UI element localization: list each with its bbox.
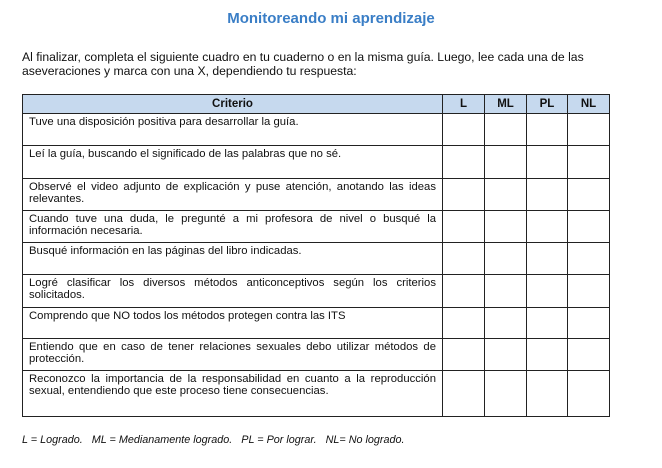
criterion-text: Tuve una disposición positiva para desarrollar la guía. — [23, 114, 443, 146]
table-row — [23, 308, 610, 339]
mark-cell-l[interactable] — [443, 211, 485, 243]
mark-cell-nl[interactable] — [568, 114, 610, 146]
header-criterio: Criterio — [23, 95, 443, 114]
mark-cell-ml[interactable] — [485, 339, 527, 371]
mark-cell-pl[interactable] — [527, 211, 568, 243]
criterion-text: Observé el video adjunto de explicación y puse atención, anotando las ideas relevantes. — [23, 179, 443, 211]
mark-cell-nl[interactable] — [568, 211, 610, 243]
table-row — [23, 211, 610, 243]
mark-cell-ml[interactable] — [485, 114, 527, 146]
mark-cell-nl[interactable] — [568, 275, 610, 308]
mark-cell-pl[interactable] — [527, 114, 568, 146]
criterion-text: Leí la guía, buscando el significado de las palabras que no sé. — [23, 146, 443, 179]
table-row — [23, 339, 610, 371]
table-row — [23, 275, 610, 308]
table-row — [23, 179, 610, 211]
legend-text: L = Logrado. ML = Medianamente logrado. PL = Por lograr. NL= No logrado. — [22, 434, 405, 446]
mark-cell-l[interactable] — [443, 339, 485, 371]
mark-cell-ml[interactable] — [485, 275, 527, 308]
mark-cell-ml[interactable] — [485, 211, 527, 243]
page-title: Monitoreando mi aprendizaje — [227, 10, 435, 27]
mark-cell-pl[interactable] — [527, 308, 568, 339]
header-l: L — [443, 95, 485, 114]
mark-cell-l[interactable] — [443, 179, 485, 211]
mark-cell-nl[interactable] — [568, 243, 610, 275]
criterion-text: Entiendo que en caso de tener relaciones sexuales debo utilizar métodos de protección. — [23, 339, 443, 371]
mark-cell-nl[interactable] — [568, 146, 610, 179]
mark-cell-nl[interactable] — [568, 179, 610, 211]
criterion-text: Reconozco la importancia de la responsabilidad en cuanto a la reproducción sexual, entendiendo que este proceso tiene consecuencias. — [23, 371, 443, 417]
criterion-text: Cuando tuve una duda, le pregunté a mi profesora de nivel o busqué la información necesaria. — [23, 211, 443, 243]
mark-cell-ml[interactable] — [485, 308, 527, 339]
table-row — [23, 114, 610, 146]
header-nl: NL — [568, 95, 610, 114]
self-assessment-table — [22, 94, 610, 417]
mark-cell-l[interactable] — [443, 371, 485, 417]
criterion-text: Busqué información en las páginas del libro indicadas. — [23, 243, 443, 275]
mark-cell-pl[interactable] — [527, 275, 568, 308]
mark-cell-l[interactable] — [443, 146, 485, 179]
table-row — [23, 146, 610, 179]
mark-cell-l[interactable] — [443, 243, 485, 275]
mark-cell-pl[interactable] — [527, 243, 568, 275]
mark-cell-ml[interactable] — [485, 179, 527, 211]
mark-cell-pl[interactable] — [527, 146, 568, 179]
table-row — [23, 243, 610, 275]
criterion-text: Comprendo que NO todos los métodos protegen contra las ITS — [23, 308, 443, 339]
mark-cell-nl[interactable] — [568, 308, 610, 339]
header-ml: ML — [485, 95, 527, 114]
instructions-text: Al finalizar, completa el siguiente cuadro en tu cuaderno o en la misma guía. Luego, lee cada una de las aseveraciones y marca con una X, dependiendo tu respuesta: — [22, 50, 584, 78]
mark-cell-l[interactable] — [443, 114, 485, 146]
mark-cell-nl[interactable] — [568, 339, 610, 371]
mark-cell-l[interactable] — [443, 275, 485, 308]
mark-cell-l[interactable] — [443, 308, 485, 339]
mark-cell-ml[interactable] — [485, 146, 527, 179]
mark-cell-pl[interactable] — [527, 179, 568, 211]
mark-cell-ml[interactable] — [485, 243, 527, 275]
table-header-row — [23, 95, 610, 114]
mark-cell-pl[interactable] — [527, 371, 568, 417]
criterion-text: Logré clasificar los diversos métodos anticonceptivos según los criterios solicitados. — [23, 275, 443, 308]
mark-cell-ml[interactable] — [485, 371, 527, 417]
mark-cell-pl[interactable] — [527, 339, 568, 371]
table-row — [23, 371, 610, 417]
mark-cell-nl[interactable] — [568, 371, 610, 417]
header-pl: PL — [527, 95, 568, 114]
